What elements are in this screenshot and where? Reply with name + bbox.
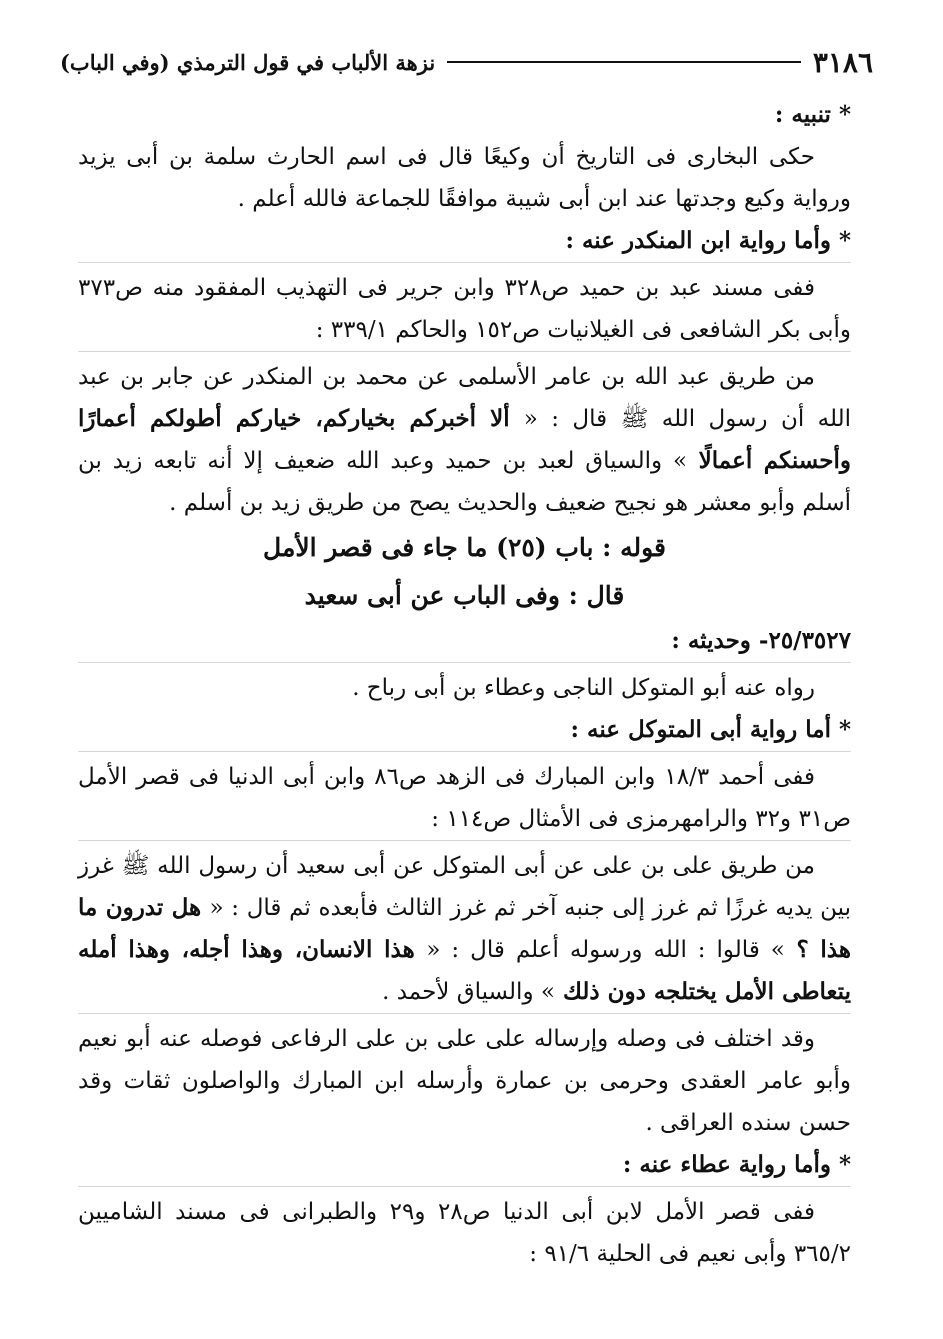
section-heading-ata: * وأما رواية عطاء عنه :	[622, 1151, 851, 1178]
page-header	[60, 40, 873, 84]
paragraph-bukhari-note: حكى البخارى فى التاريخ أن وكيعًا قال فى اسم الحارث سلمة بن أبى يزيد ورواية وكيع وجدتها عند ابن أبى شيبة موافقًا للجماعة فالله أعلم .	[78, 144, 851, 212]
running-title: نزهة الألباب في قول الترمذي (وفي الباب)	[60, 49, 436, 75]
paragraph-sources-2: ففى أحمد ١٨/٣ وابن المبارك فى الزهد ص٨٦ وابن أبى الدنيا فى قصر الأمل ص٣١ و٣٢ والرامهرمزى فى الأمثال ص١١٤ :	[78, 751, 851, 840]
section-heading-ibn-munkadir: * وأما رواية ابن المنكدر عنه :	[565, 227, 851, 254]
hadith-quote-3: هذا الانسان، وهذا أجله، وهذا أمله يتعاطى الأمل يختلجه دون ذلك	[78, 936, 851, 1005]
isnad-2-reply: » قالوا : الله ورسوله أعلم قال : «	[426, 937, 785, 963]
section-heading-abu-mutawakkil: * أما رواية أبى المتوكل عنه :	[570, 716, 851, 743]
header-rule	[447, 61, 801, 63]
page-body	[78, 94, 851, 1319]
hadith-quote-2: هل تدرون ما هذا ؟	[78, 894, 851, 963]
page-number: ٣١٨٦	[812, 45, 873, 79]
paragraph-isnad-1	[78, 351, 851, 524]
paragraph-sources-3: ففى قصر الأمل لابن أبى الدنيا ص٢٨ و٢٩ والطبرانى فى مسند الشاميين ٣٦٥/٢ وأبى نعيم فى الحلية ٩١/٦ :	[78, 1186, 851, 1275]
isnad-2-text: من طريق على بن على عن أبى المتوكل عن أبى سعيد أن رسول الله ﷺ غرز بين يديه غرزًا ثم غرز إلى جنبه آخر ثم غرز الثالث فأبعده ثم قال : «	[78, 853, 851, 921]
paragraph-sources-1: ففى مسند عبد بن حميد ص٣٢٨ وابن جرير فى التهذيب المفقود منه ص٣٧٣ وأبى بكر الشافعى فى الغيلانيات ص١٥٢ والحاكم ٣٣٩/١ :	[78, 262, 851, 351]
note-heading: * تنبيه :	[774, 101, 851, 128]
hadith-number-heading: ٢٥/٣٥٢٧- وحديثه :	[671, 627, 851, 654]
isnad-1-commentary: » والسياق لعبد بن حميد وعبد الله ضعيف إلا أنه تابعه زيد بن أسلم وأبو معشر هو نجيح ضعيف والحديث يصح من طريق زيد بن أسلم .	[78, 448, 851, 516]
paragraph-narrators: رواه عنه أبو المتوكل الناجى وعطاء بن أبى رباح .	[78, 662, 851, 709]
paragraph-isnad-2	[78, 840, 851, 1013]
isnad-2-commentary: » والسياق لأحمد .	[382, 979, 555, 1005]
paragraph-disagreement: وقد اختلف فى وصله وإرساله على على بن على الرفاعى فوصله عنه أبو نعيم وأبو عامر العقدى وحرمى بن عمارة وأرسله ابن المبارك والواصلون ثقات وقد حسن سنده العراقى .	[78, 1013, 851, 1144]
isnad-1-text: من طريق عبد الله بن عامر الأسلمى عن محمد بن المنكدر عن جابر بن عبد الله أن رسول الله ﷺ قال : «	[78, 364, 851, 432]
chapter-subheading: قال : وفى الباب عن أبى سعيد	[304, 581, 625, 610]
hadith-quote-1: ألا أخبركم بخياركم، خياركم أطولكم أعمارًا وأحسنكم أعمالًا	[78, 405, 851, 474]
chapter-heading: قوله : باب (٢٥) ما جاء فى قصر الأمل	[263, 533, 666, 562]
